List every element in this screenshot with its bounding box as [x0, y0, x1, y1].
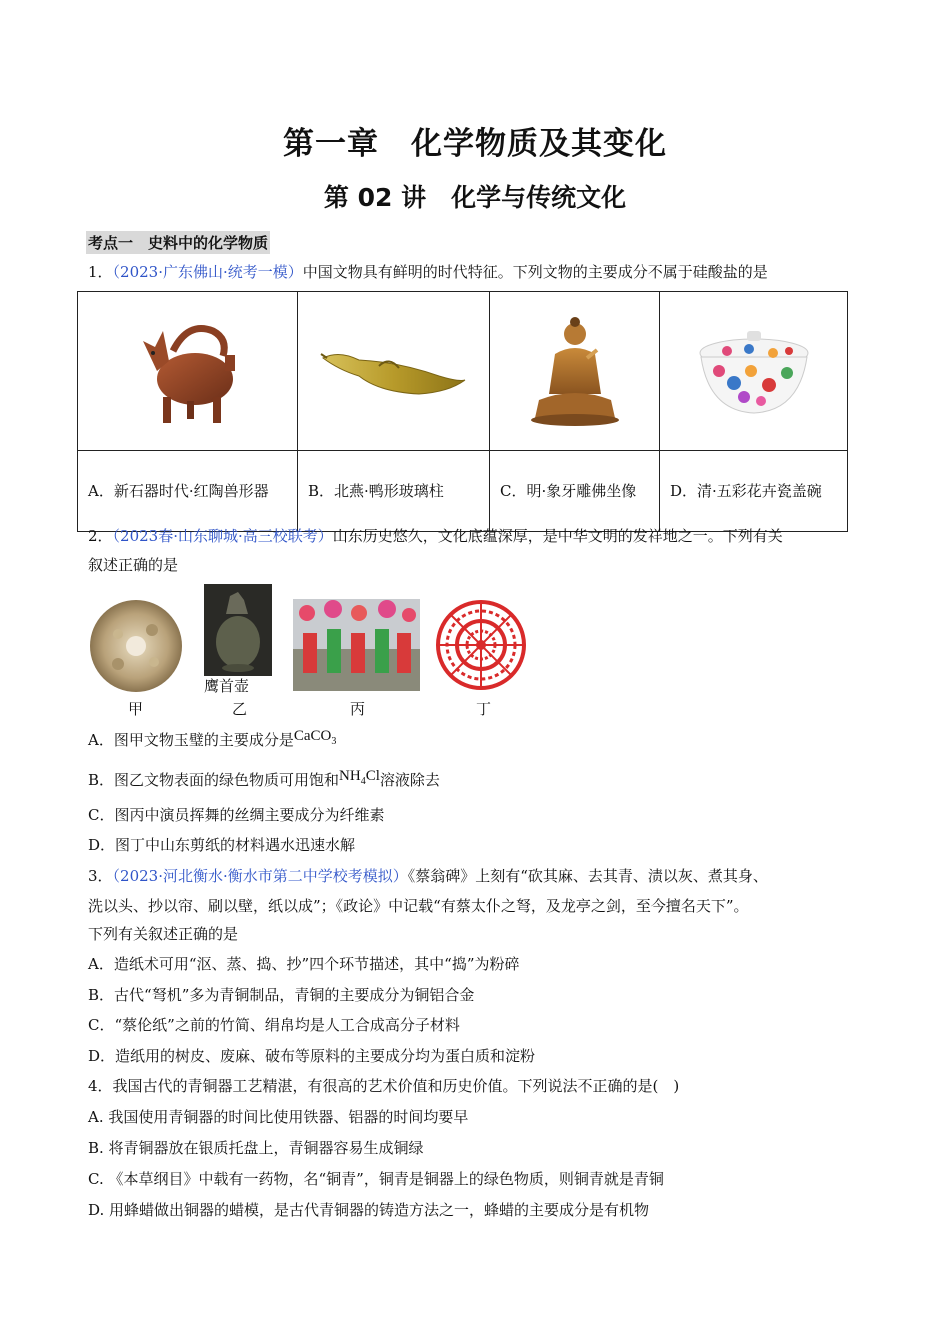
duck-shaped-glass-piece-image — [298, 336, 489, 406]
silk-dance-performers-image — [293, 599, 420, 695]
famille-rose-lidded-bowl-image — [660, 321, 847, 421]
q1-image-cell-d — [660, 292, 848, 451]
eagle-head-pot-image — [204, 584, 272, 680]
q3-stem-line2: 洗以头、抄以帘、刷以壁，纸以成”；《政论》中记载“有蔡太仆之弩，及龙亭之剑，至今擅名天下”。 — [88, 897, 749, 915]
q1-source: （2023·广东佛山·统考一模） — [112, 263, 303, 281]
figure-caption-jia: 甲 — [128, 700, 144, 718]
q4-option-a: A. 我国使用青铜器的时间比使用铁器、铝器的时间均要早 — [88, 1108, 469, 1126]
figure-caption-ding: 丁 — [476, 700, 492, 718]
q4-stem: 4．我国古代的青铜器工艺精湛，有很高的艺术价值和历史价值。下列说法不正确的是( ) — [88, 1077, 680, 1095]
q1-option-a: A．新石器时代·红陶兽形器 — [78, 451, 298, 532]
q4-option-c: C. 《本草纲目》中载有一药物，名“铜青”，铜青是铜器上的绿色物质，则铜青就是青铜 — [88, 1170, 664, 1188]
red-paper-cutting-image — [436, 600, 526, 694]
q2-stem-line1 — [88, 526, 783, 546]
q1-option-b: B．北燕·鸭形玻璃柱 — [298, 451, 490, 532]
q3-option-a: A．造纸术可用“沤、蒸、捣、抄”四个环节描述，其中“捣”为粉碎 — [88, 955, 520, 973]
q2-text1: 山东历史悠久，文化底蕴深厚，是中华文明的发祥地之一。下列有关 — [332, 527, 783, 545]
q1-image-cell-c — [490, 292, 660, 451]
eagle-head-pot-label: 鹰首壶 — [204, 677, 250, 695]
q3-option-b: B．古代“弩机”多为青铜制品，青铜的主要成分为铜铝合金 — [88, 986, 475, 1004]
chapter-title: 第一章 化学物质及其变化 — [283, 126, 667, 162]
q2-figures — [88, 584, 508, 719]
q1-option-d: D．清·五彩花卉瓷盖碗 — [660, 451, 848, 532]
q2-option-d: D．图丁中山东剪纸的材料遇水迅速水解 — [88, 836, 356, 854]
q1-options-table — [77, 291, 848, 532]
q3-stem-line1: 3．（2023·河北衡水·衡水市第二中学校考模拟）《蔡翁碑》上刻有“砍其麻、去其青、渍以灰、煮其身、 — [88, 867, 768, 885]
q4-option-d: D. 用蜂蜡做出铜器的蜡模，是古代青铜器的铸造方法之一，蜂蜡的主要成分是有机物 — [88, 1201, 650, 1219]
q3-option-d: D．造纸用的树皮、废麻、破布等原料的主要成分均为蛋白质和淀粉 — [88, 1047, 536, 1065]
q1-image-cell-a — [78, 292, 298, 451]
section-heading: 考点一 史料中的化学物质 — [86, 231, 270, 254]
q3-option-c: C．“蔡伦纸”之前的竹简、绢帛均是人工合成高分子材料 — [88, 1016, 460, 1034]
q2-option-b: B．图乙文物表面的绿色物质可用饱和$NH_4Cl$溶液除去 — [88, 768, 440, 789]
q2-stem-line2: 叙述正确的是 — [88, 556, 179, 574]
q3-source: （2023·河北衡水·衡水市第二中学校考模拟） — [112, 867, 408, 885]
q1-image-cell-b — [298, 292, 490, 451]
jade-disc-image — [88, 598, 184, 698]
ivory-seated-buddha-image — [490, 314, 659, 429]
lecture-title: 第 02 讲 化学与传统文化 — [323, 183, 627, 212]
red-pottery-animal-vessel-image — [78, 311, 297, 431]
figure-caption-bing: 丙 — [350, 700, 366, 718]
q4-option-b: B. 将青铜器放在银质托盘上，青铜器容易生成铜绿 — [88, 1139, 424, 1157]
q1-option-c: C．明·象牙雕佛坐像 — [490, 451, 660, 532]
q1-text: 中国文物具有鲜明的时代特征。下列文物的主要成分不属于硅酸盐的是 — [302, 263, 768, 281]
figure-caption-yi: 乙 — [232, 700, 248, 718]
q2-number: 2． — [88, 527, 113, 545]
q1-stem — [88, 262, 768, 282]
q2-source: （2023春·山东聊城·高三校联考） — [112, 527, 333, 545]
q2-option-c: C．图丙中演员挥舞的丝绸主要成分为纤维素 — [88, 806, 385, 824]
q1-number: 1． — [88, 263, 113, 281]
q3-stem-line3: 下列有关叙述正确的是 — [88, 925, 239, 943]
q3-number: 3． — [88, 867, 113, 885]
q2-option-a: A．图甲文物玉璧的主要成分是CaCO$_3$ — [88, 728, 337, 749]
